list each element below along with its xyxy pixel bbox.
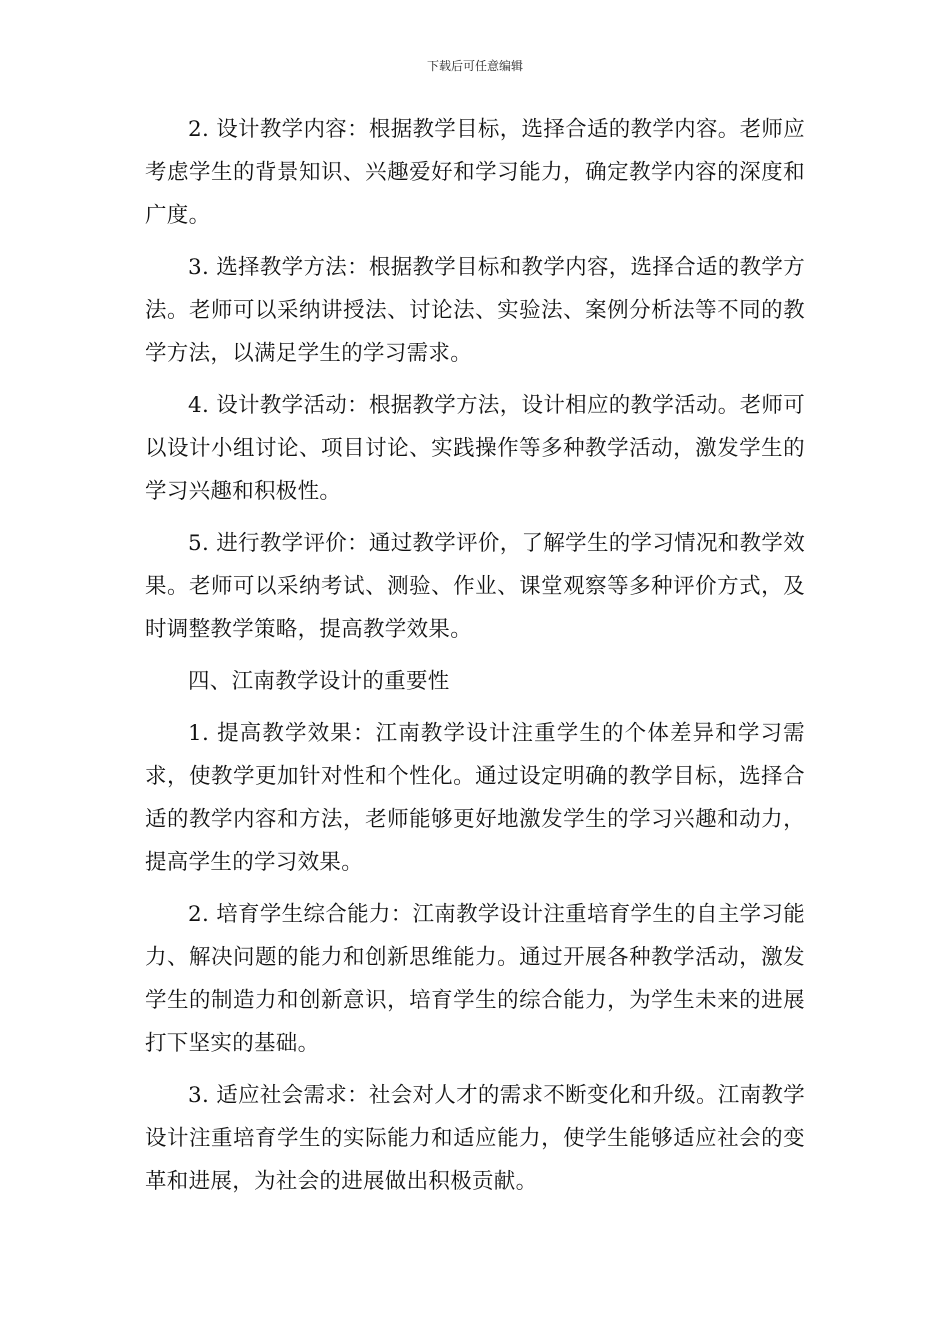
paragraph-comprehensive-ability: 2. 培育学生综合能力：江南教学设计注重培育学生的自主学习能力、解决问题的能力和创新思维能力。通过开展各种教学活动，激发学生的制造力和创新意识，培育学生的综合能力，为学生未来的进展打下坚实的基础。 [145, 902, 805, 1056]
page-header: 下载后可任意编辑 [426, 59, 523, 73]
paragraph-teaching-evaluation: 5. 进行教学评价：通过教学评价，了解学生的学习情况和教学效果。老师可以采纳考试、测验、作业、课堂观察等多种评价方式，及时调整教学策略，提高教学效果。 [145, 531, 805, 642]
document-body [145, 108, 805, 1212]
paragraph-social-needs: 3. 适应社会需求：社会对人才的需求不断变化和升级。江南教学设计注重培育学生的实际能力和适应能力，使学生能够适应社会的变革和进展，为社会的进展做出积极贡献。 [145, 1083, 805, 1194]
paragraph-teaching-activity: 4. 设计教学活动：根据教学方法，设计相应的教学活动。老师可以设计小组讨论、项目讨论、实践操作等多种教学活动，激发学生的学习兴趣和积极性。 [145, 393, 805, 504]
paragraph-improve-effect: 1. 提高教学效果：江南教学设计注重学生的个体差异和学习需求，使教学更加针对性和个性化。通过设定明确的教学目标，选择合适的教学内容和方法，老师能够更好地激发学生的学习兴趣和动力，提高学生的学习效果。 [145, 721, 805, 875]
paragraph-teaching-method: 3. 选择教学方法：根据教学目标和教学内容，选择合适的教学方法。老师可以采纳讲授法、讨论法、实验法、案例分析法等不同的教学方法，以满足学生的学习需求。 [145, 255, 805, 366]
paragraph-design-content: 2. 设计教学内容：根据教学目标，选择合适的教学内容。老师应考虑学生的背景知识、兴趣爱好和学习能力，确定教学内容的深度和广度。 [145, 117, 805, 228]
section-heading: 四、江南教学设计的重要性 [188, 669, 450, 694]
